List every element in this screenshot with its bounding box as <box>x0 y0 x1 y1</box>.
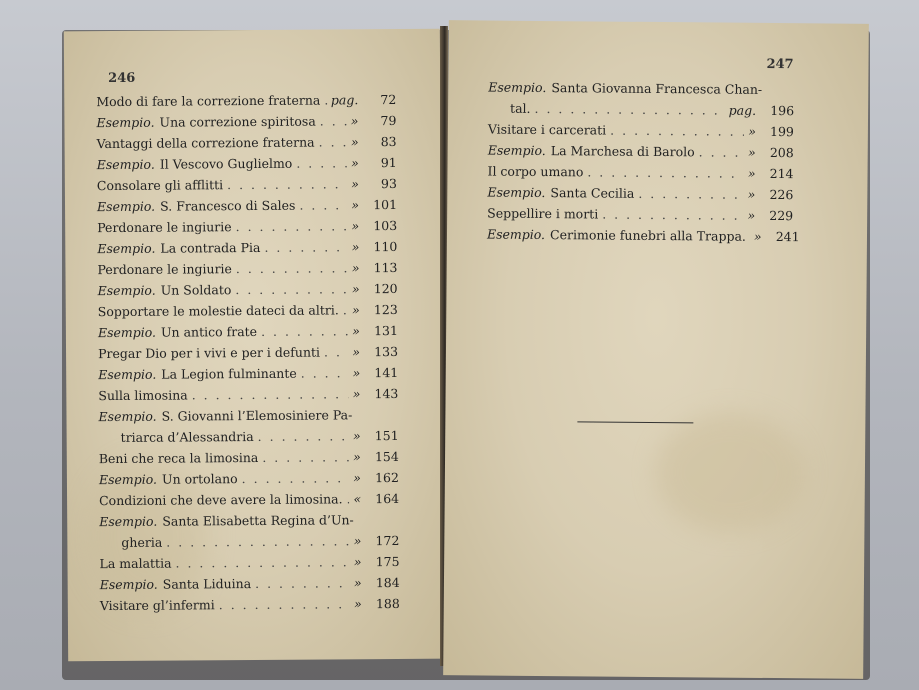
toc-entry <box>487 182 793 206</box>
dot-leader <box>299 194 347 215</box>
toc-line <box>488 119 794 143</box>
dot-leader <box>255 572 350 594</box>
toc-entry <box>488 140 794 164</box>
toc-entry <box>97 131 397 154</box>
right-page <box>443 20 869 679</box>
toc-line <box>96 89 396 112</box>
entry-page-number: 241 <box>775 229 800 245</box>
toc-entry <box>487 161 793 185</box>
entry-page-number: 214 <box>769 165 794 182</box>
toc-line <box>99 509 399 532</box>
dot-leader <box>236 257 348 279</box>
entry-page-number: 131 <box>373 322 398 339</box>
toc-entry <box>488 77 794 122</box>
toc-line <box>99 488 399 511</box>
entry-page-number: 151 <box>374 427 399 444</box>
toc-line <box>97 236 397 259</box>
entry-title: Visitare i carcerati <box>487 121 607 138</box>
page-marker: » <box>354 596 362 612</box>
page-marker: » <box>353 449 361 465</box>
dot-leader <box>610 120 744 142</box>
page-marker: » <box>351 281 360 297</box>
entry-label: Esempio. <box>96 198 156 215</box>
entry-title: Un antico frate <box>160 323 258 340</box>
toc-line <box>487 161 793 185</box>
entry-page-number: 196 <box>770 102 795 119</box>
toc-entry <box>99 551 399 574</box>
entry-page-number: 72 <box>380 92 397 108</box>
entry-title: Condizioni che deve avere la limosina. <box>99 491 343 509</box>
entry-title: La Marchesa di Barolo <box>550 143 695 160</box>
entry-title: Perdonare le ingiurie <box>97 219 232 236</box>
page-marker: » <box>351 155 359 171</box>
entry-label: Esempio. <box>486 226 546 243</box>
toc-entry <box>97 194 397 217</box>
toc-line <box>97 131 397 154</box>
dot-leader <box>320 110 347 131</box>
page-marker: » <box>351 176 359 192</box>
toc-line <box>98 299 398 322</box>
page-marker: » <box>352 386 361 402</box>
dot-leader <box>638 183 744 205</box>
dot-leader <box>301 362 349 383</box>
entry-page-number: 172 <box>375 532 400 549</box>
entry-page-number: 133 <box>374 343 399 360</box>
left-page <box>64 29 444 662</box>
page-marker: » <box>747 207 756 223</box>
entry-page-number: 113 <box>373 259 398 276</box>
entry-title: Sulla limosina <box>98 387 188 404</box>
page-marker: » <box>753 228 762 244</box>
toc-line <box>96 110 396 133</box>
entry-label: Esempio. <box>488 79 547 96</box>
toc-line <box>99 467 399 490</box>
toc-line <box>98 362 398 385</box>
toc-entry <box>99 467 399 490</box>
entry-label: Esempio. <box>98 471 158 488</box>
toc-entry <box>488 119 794 143</box>
toc-entry <box>98 362 398 385</box>
entry-label: Esempio. <box>96 114 155 131</box>
entry-title: Santa Giovanna Francesca Chan- <box>551 80 763 97</box>
entry-title: Santa Liduina <box>162 576 252 592</box>
dot-leader <box>346 488 349 509</box>
entry-title: La contrada Pia <box>160 239 261 256</box>
entry-label: Esempio. <box>487 142 546 159</box>
toc-line <box>488 140 794 164</box>
entry-title: S. Francesco di Sales <box>160 197 296 214</box>
entry-title-continued: tal. <box>510 100 531 116</box>
toc-entry <box>97 215 397 238</box>
toc-entry <box>487 203 793 227</box>
page-marker: » <box>352 428 361 444</box>
page-marker: » <box>350 134 359 150</box>
dot-leader <box>192 383 349 405</box>
entry-page-number: 79 <box>380 113 397 129</box>
entry-label: Esempio. <box>97 240 156 257</box>
entry-page-number: 175 <box>375 553 400 570</box>
page-marker: » <box>353 575 362 591</box>
page-marker: » <box>748 144 756 160</box>
entry-title: Perdonare le ingiurie <box>97 261 232 278</box>
toc-entry <box>96 110 396 133</box>
entry-title: Una correzione spiritosa <box>159 113 316 130</box>
entry-page-number: 199 <box>769 123 794 140</box>
dot-leader <box>175 551 350 573</box>
entry-title: Cerimonie funebri alla Trappa. <box>550 227 747 244</box>
entry-page-number: 103 <box>373 217 398 234</box>
entry-title: Modo di fare la correzione fraterna <box>96 92 321 110</box>
dot-leader <box>296 152 347 173</box>
entry-title: Un ortolano <box>161 471 238 487</box>
entry-page-number: 93 <box>380 175 397 192</box>
entry-label: Esempio. <box>97 324 157 341</box>
toc-line <box>488 98 794 122</box>
page-marker: pag. <box>728 102 757 118</box>
entry-page-number: 188 <box>375 595 400 612</box>
dot-leader <box>236 215 348 237</box>
dot-leader <box>602 204 743 226</box>
table-of-contents <box>96 89 400 616</box>
entry-label: Esempio. <box>98 366 157 383</box>
entry-page-number: 154 <box>374 448 399 465</box>
toc-entry <box>97 152 397 175</box>
entry-page-number: 110 <box>373 238 398 255</box>
toc-line <box>98 320 398 343</box>
page-marker: » <box>353 554 362 570</box>
page-marker: » <box>350 113 359 129</box>
dot-leader <box>219 593 351 615</box>
toc-entry <box>98 341 398 364</box>
toc-line <box>97 215 397 238</box>
entry-page-number: 208 <box>769 144 794 161</box>
toc-entry <box>100 572 400 595</box>
dot-leader <box>227 173 347 195</box>
toc-line <box>97 257 397 280</box>
entry-label: Esempio. <box>99 513 158 530</box>
entry-title: La Legion fulminante <box>161 365 297 382</box>
page-number: 247 <box>766 56 794 73</box>
paper-stain <box>654 412 805 533</box>
toc-line <box>100 593 400 616</box>
entry-page-number: 123 <box>373 301 398 318</box>
toc-line <box>98 404 398 427</box>
page-marker: » <box>352 365 361 381</box>
entry-page-number: 143 <box>374 385 399 402</box>
entry-title: Consolare gli afflitti <box>96 177 224 194</box>
toc-line <box>97 173 397 196</box>
dot-leader <box>235 278 348 300</box>
entry-page-number: 83 <box>380 133 397 150</box>
toc-line <box>99 530 399 553</box>
page-marker: » <box>352 302 360 318</box>
toc-line <box>486 224 800 248</box>
entry-page-number: 91 <box>380 154 397 171</box>
entry-title: Visitare gl’infermi <box>99 597 215 614</box>
dot-leader <box>319 131 347 152</box>
entry-title: Seppellire i morti <box>487 205 599 222</box>
entry-page-number: 229 <box>769 207 794 224</box>
toc-line <box>99 425 399 448</box>
entry-title: Sopportare le molestie dateci da altri. <box>97 302 339 320</box>
entry-label: Esempio. <box>487 184 546 201</box>
dot-leader <box>261 320 348 342</box>
page-marker: » <box>351 197 360 213</box>
entry-title: Il Vescovo Guglielmo <box>159 155 293 172</box>
page-marker: » <box>352 323 360 339</box>
dot-leader <box>262 446 349 468</box>
dot-leader <box>264 236 347 258</box>
page-marker: » <box>351 239 360 255</box>
entry-page-number: 184 <box>375 574 400 591</box>
toc-line <box>97 194 397 217</box>
toc-line <box>487 203 793 227</box>
dot-leader <box>343 299 348 320</box>
page-marker: » <box>352 344 361 360</box>
entry-page-number: 101 <box>373 196 398 213</box>
entry-title: Santa Cecilia <box>550 185 635 201</box>
toc-entry <box>486 224 800 248</box>
page-marker: » <box>351 218 360 234</box>
toc-line <box>99 551 399 574</box>
dot-leader <box>699 141 745 162</box>
entry-page-number: 226 <box>769 186 794 203</box>
entry-page-number: 164 <box>375 490 400 507</box>
page-marker: » <box>748 123 756 139</box>
entry-label: Esempio. <box>96 156 155 173</box>
entry-title-continued: triarca d’Alessandria <box>120 429 254 445</box>
page-marker: » <box>747 186 756 202</box>
toc-entry <box>99 488 399 511</box>
toc-entry <box>97 236 397 259</box>
toc-entry <box>97 173 397 196</box>
page-marker: » <box>351 260 360 276</box>
page-marker: » <box>353 533 362 549</box>
toc-line <box>488 77 794 101</box>
entry-page-number: 141 <box>374 364 399 381</box>
toc-entry <box>97 257 397 280</box>
entry-page-number: 120 <box>373 280 398 297</box>
entry-title: Un Soldato <box>160 282 232 298</box>
page-marker: » <box>747 165 756 181</box>
dot-leader <box>324 89 327 110</box>
entry-title: Vantaggi della correzione fraterna <box>96 134 315 152</box>
toc-entry <box>99 446 399 469</box>
entry-title: Beni che reca la limosina <box>98 449 259 467</box>
toc-entry <box>96 89 396 112</box>
toc-line <box>97 152 397 175</box>
entry-label: Esempio. <box>97 282 156 299</box>
entry-label: Esempio. <box>99 576 158 593</box>
entry-title: Santa Elisabetta Regina d’Un- <box>162 512 354 529</box>
table-of-contents <box>486 77 800 248</box>
entry-title: S. Giovanni l’Elemosiniere Pa- <box>161 407 353 424</box>
dot-leader <box>534 98 724 121</box>
toc-entry <box>100 593 400 616</box>
entry-label: Esempio. <box>98 408 157 425</box>
entry-title-continued: gheria <box>121 534 163 550</box>
closing-rule <box>577 421 693 423</box>
page-number: 246 <box>108 70 136 87</box>
toc-entry <box>98 278 398 301</box>
entry-title: Pregar Dio per i vivi e per i defunti <box>98 344 321 362</box>
toc-line <box>99 446 399 469</box>
page-marker: » <box>353 470 361 486</box>
toc-entry <box>99 509 399 553</box>
dot-leader <box>587 161 744 183</box>
toc-entry <box>98 299 398 322</box>
toc-entry <box>98 404 398 448</box>
toc-line <box>98 341 398 364</box>
toc-line <box>98 278 398 301</box>
dot-leader <box>324 341 349 362</box>
toc-entry <box>98 320 398 343</box>
dot-leader <box>258 425 349 447</box>
entry-title: Il corpo umano <box>487 163 584 180</box>
toc-entry <box>98 383 398 406</box>
entry-page-number: 162 <box>375 469 399 486</box>
entry-title: La malattia <box>99 555 172 572</box>
toc-line <box>487 182 793 206</box>
dot-leader <box>166 530 350 552</box>
page-marker: pag. <box>330 92 359 108</box>
dot-leader <box>242 467 350 489</box>
toc-line <box>100 572 400 595</box>
page-marker: « <box>353 491 362 507</box>
toc-line <box>98 383 398 406</box>
